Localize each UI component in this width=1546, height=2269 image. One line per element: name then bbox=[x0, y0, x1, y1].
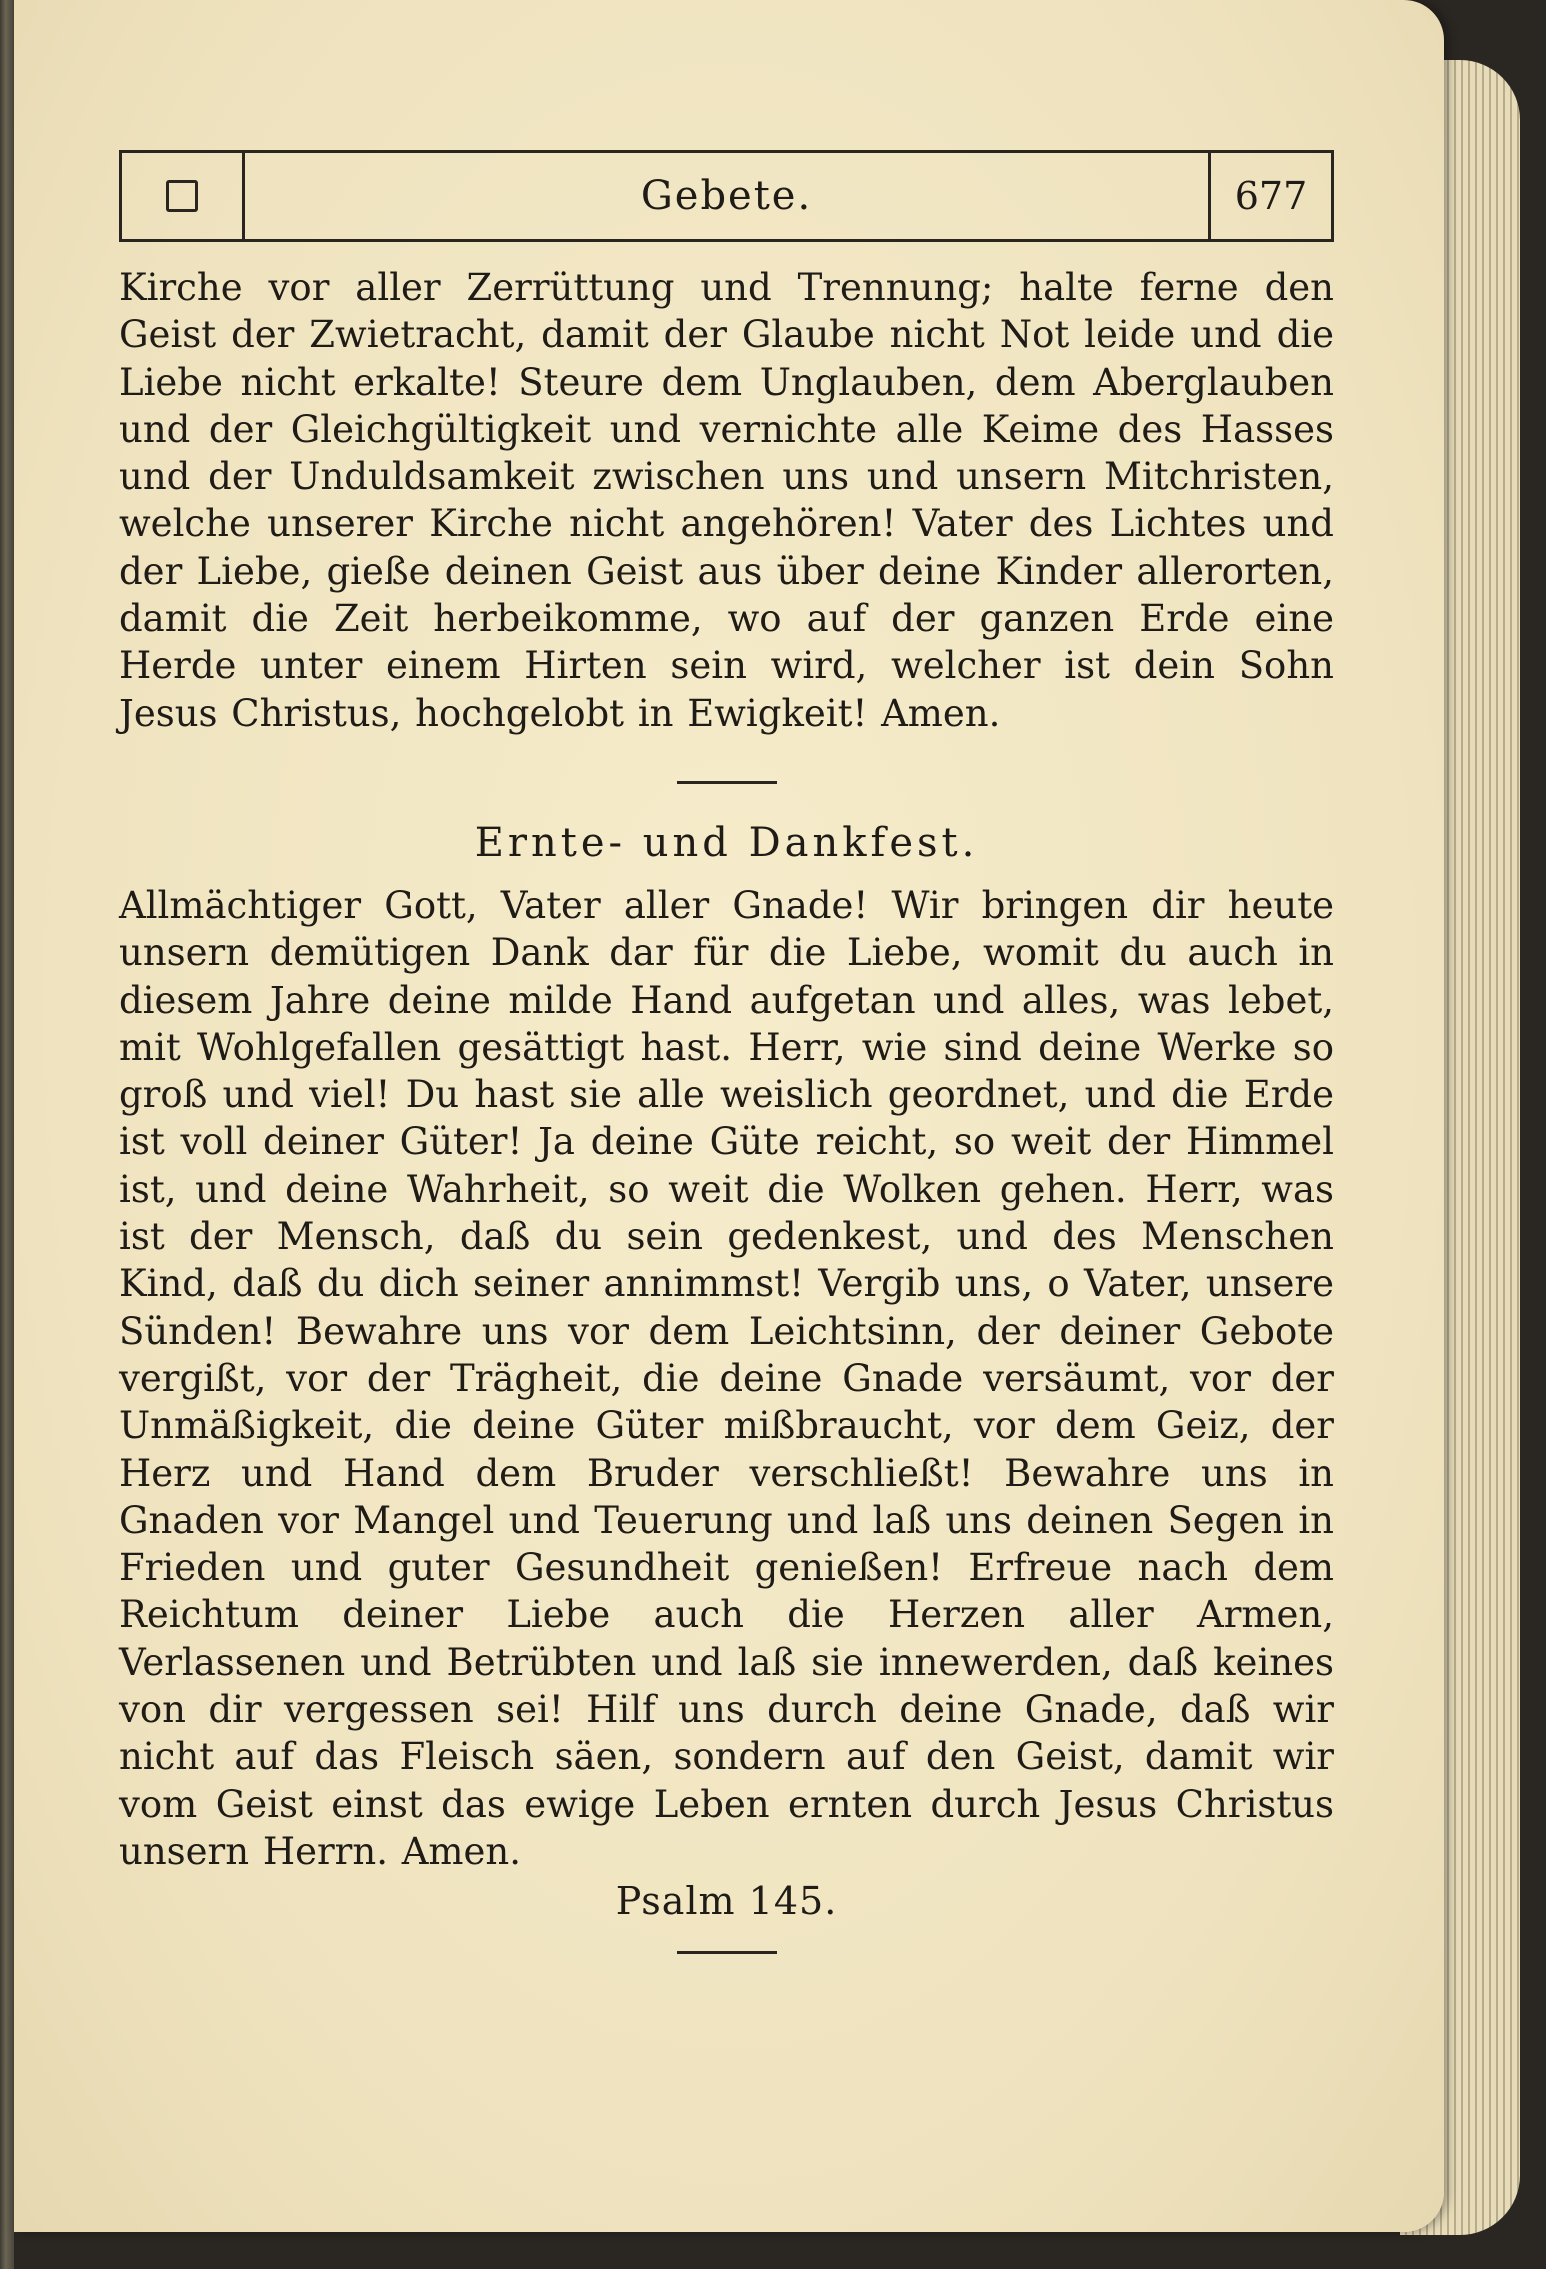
prayer-continuation: Kirche vor aller Zerrüttung und Trennung; halte ferne den Geist der Zwietracht, damit der Glaube nicht Not leide und die Liebe nicht erkalte! Steure dem Unglauben, dem Aberglauben und der Gleichgültigkeit und vernichte alle Keime des Hasses und der Unduldsamkeit zwischen uns und unsern Mitchristen, welche unserer Kirche nicht angehören! Vater des Lichtes und der Liebe, gieße deinen Geist aus über deine Kinder allerorten, damit die Zeit herbeikomme, wo auf der ganzen Erde eine Herde unter einem Hirten sein wird, welcher ist dein Sohn Jesus Christus, hochgelobt in Ewigkeit! Amen. bbox=[119, 266, 1334, 735]
psalm-heading: Psalm 145. bbox=[615, 1879, 838, 1924]
section-prayer: Allmächtiger Gott, Vater aller Gnade! Wir bringen dir heute unsern demütigen Dank dar für die Liebe, womit du auch in diesem Jahre deine milde Hand aufgetan und alles, was lebet, mit Wohlgefallen gesättigt hast. Herr, wie sind deine Werke so groß und viel! Du hast sie alle weislich geordnet, und die Erde ist voll deiner Güter! Ja deine Güte reicht, so weit der Himmel ist, und deine Wahrheit, so weit die Wolken gehen. Herr, was ist der Mensch, daß du sein gedenkest, und des Menschen Kind, daß du dich seiner annimmst! Vergib uns, o Vater, unsere Sünden! Bewahre uns vor dem Leichtsinn, der deiner Gebote vergißt, vor der Trägheit, die deine Gnade versäumt, vor der Unmäßigkeit, die deine Güter mißbraucht, vor dem Geiz, der Herz und Hand dem Bruder verschließt! Bewahre uns in Gnaden vor Mangel und Teuerung und laß uns deinen Segen in Frieden und guter Gesundheit genießen! Erfreue nach dem Reichtum deiner Liebe auch die Herzen aller Armen, Verlassenen und Betrübten und laß sie innewerden, daß keines von dir vergessen sei! Hilf uns durch deine Gnade, daß wir nicht auf das Fleisch säen, sondern auf den Geist, damit wir vom Geist einst das ewige Leben ernten durch Jesus Christus unsern Herrn. Amen. bbox=[119, 883, 1334, 1873]
section-title: Ernte- und Dankfest. bbox=[474, 819, 979, 866]
book-page bbox=[14, 0, 1444, 2232]
text-block bbox=[119, 150, 1334, 1954]
page-header bbox=[119, 150, 1334, 242]
page-number: 677 bbox=[1208, 153, 1334, 239]
book-spine bbox=[0, 0, 14, 2269]
psalm-divider bbox=[677, 1951, 777, 1954]
header-ornament-box bbox=[119, 153, 245, 239]
running-title: Gebete. bbox=[640, 173, 813, 219]
square-ornament-icon bbox=[166, 180, 198, 212]
section-divider bbox=[677, 781, 777, 784]
